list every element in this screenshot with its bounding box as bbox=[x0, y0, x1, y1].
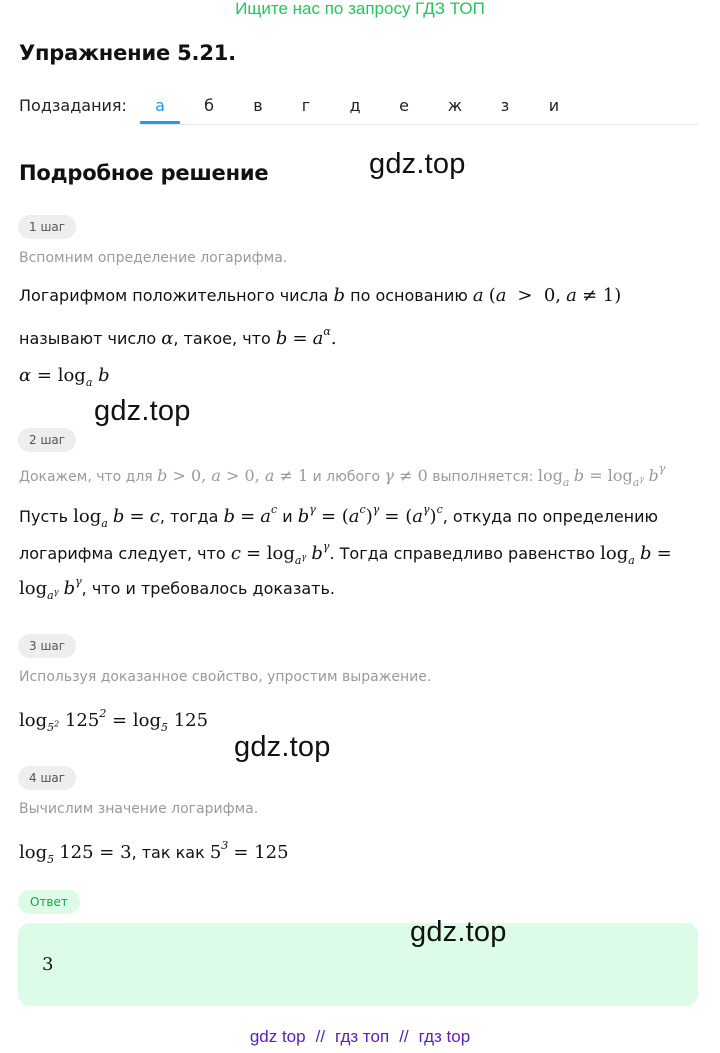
step-1-note: Вспомним определение логарифма. bbox=[19, 250, 288, 266]
step-2-note: Докажем, что для b > 0, a > 0, a ≠ 1 и любого γ ≠ 0 выполняется: $\log_a b = \log_{a^\gamma} b^\gamma$ bbox=[19, 462, 666, 489]
step-4-note: Вычислим значение логарифма. bbox=[19, 801, 259, 817]
footer-separator: // bbox=[315, 1027, 326, 1046]
answer-badge: Ответ bbox=[18, 890, 80, 914]
watermark: gdz.top bbox=[410, 916, 507, 948]
step-4-formula: $\log_5 125 = 3$, так как $5^3 = 125$ bbox=[19, 839, 289, 866]
footer-separator: // bbox=[399, 1027, 409, 1046]
subtask-tab-a[interactable]: а bbox=[140, 94, 180, 124]
footer-link-gdz-top-ru[interactable]: гдз топ bbox=[335, 1027, 390, 1046]
subtask-tab-g[interactable]: г bbox=[301, 96, 311, 115]
watermark: gdz.top bbox=[369, 148, 466, 180]
step-2-proof-line-1: Пусть $\log_a b = c$, тогда $b = a^c$ и $b^\gamma = (a^c)^\gamma = (a^\gamma)^c$, откуда по определению bbox=[19, 503, 659, 530]
step-1-definition-line-2: называют число α, такое, что $b = a^\alpha$. bbox=[19, 325, 337, 349]
answer-value: 3 bbox=[42, 954, 54, 975]
watermark: gdz.top bbox=[234, 731, 331, 763]
step-1-definition-line-1: Логарифмом положительного числа b по основанию a (a > 0, a ≠ 1) bbox=[19, 285, 622, 306]
subtabs-divider bbox=[140, 124, 698, 125]
search-banner: Ищите нас по запросу ГДЗ ТОП bbox=[235, 0, 485, 18]
step-2-proof-line-3: $\log_{a^\gamma} b^\gamma$, что и требовалось доказать. bbox=[19, 575, 335, 602]
footer-links bbox=[0, 1027, 720, 1047]
subtask-tab-i[interactable]: и bbox=[548, 96, 560, 115]
step-2-badge: 2 шаг bbox=[18, 428, 76, 452]
step-4-badge: 4 шаг bbox=[18, 766, 76, 790]
step-3-note: Используя доказанное свойство, упростим выражение. bbox=[19, 669, 432, 685]
subtask-tab-d[interactable]: д bbox=[349, 96, 361, 115]
answer-box bbox=[18, 923, 698, 1006]
step-2-proof-line-2: логарифма следует, что $c = \log_{a^\gamma} b^\gamma$. Тогда справедливо равенство $\log_a b$ = bbox=[19, 540, 672, 567]
subtask-tab-v[interactable]: в bbox=[253, 96, 263, 115]
step-1-formula: $\alpha = \log_a b$ bbox=[19, 365, 110, 389]
footer-link-gdz-top-mixed[interactable]: гдз top bbox=[418, 1027, 471, 1046]
subtask-tab-z[interactable]: з bbox=[500, 96, 510, 115]
subtask-tab-e[interactable]: е bbox=[399, 96, 409, 115]
step-3-badge: 3 шаг bbox=[18, 634, 76, 658]
subtasks-label: Подзадания: bbox=[19, 96, 127, 115]
footer-link-gdz-top[interactable]: gdz top bbox=[249, 1027, 306, 1046]
section-title: Подробное решение bbox=[19, 161, 269, 185]
step-1-badge: 1 шаг bbox=[18, 215, 76, 239]
subtask-tab-zh[interactable]: ж bbox=[447, 96, 463, 115]
watermark: gdz.top bbox=[94, 395, 191, 427]
step-3-formula: $\log_{5^2} 125^2 = \log_5 125$ bbox=[19, 707, 209, 734]
exercise-title: Упражнение 5.21. bbox=[19, 41, 236, 65]
subtask-tab-b[interactable]: б bbox=[204, 96, 214, 115]
